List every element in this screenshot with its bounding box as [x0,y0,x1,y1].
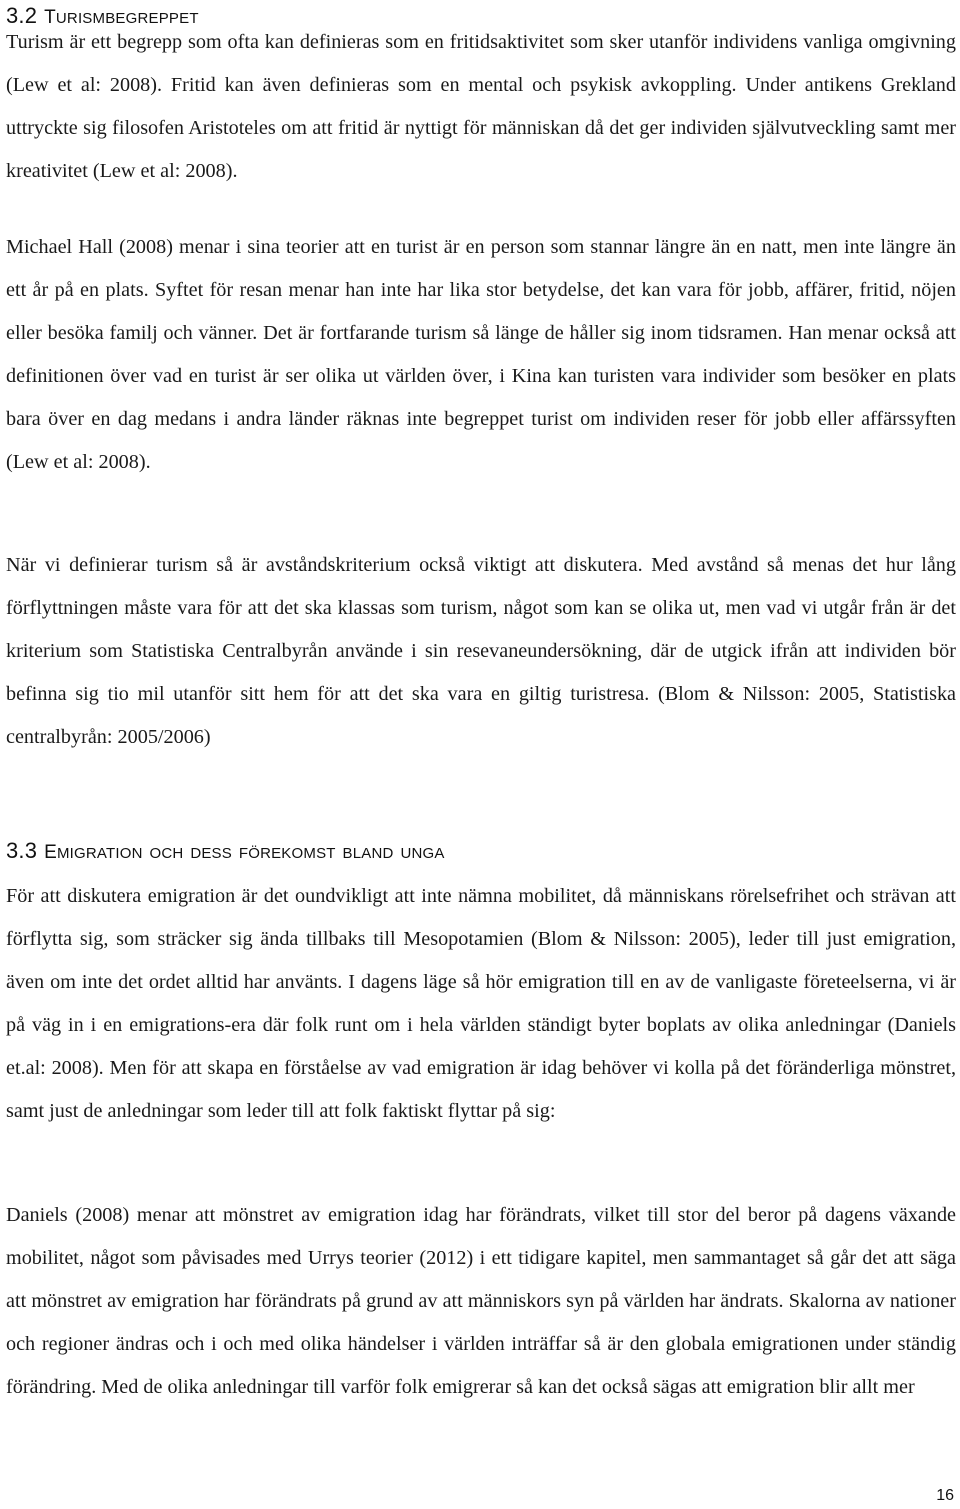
paragraph-turism-definition: Turism är ett begrepp som ofta kan definieras som en fritidsaktivitet som sker utanför individens vanliga omgivning (Lew et al: 2008). Fritid kan även definieras som en mental och psykisk avkoppling. Under antikens Grekland uttryckte sig filosofen Aristoteles om att fritid är nyttigt för människan då det ger individen självutveckling samt mer kreativitet (Lew et al: 2008). [6,31,956,182]
paragraph-daniels-pattern: Daniels (2008) menar att mönstret av emigration idag har förändrats, vilket till stor del beror på dagens växande mobilitet, något som påvisades med Urrys teorier (2012) i ett tidigare kapitel, men sammantaget så går det att säga att mönstret av emigration har förändrats på grund av att människors syn på världen har ändrats. Skalorna av nationer och regioner ändras och i och med olika händelser i världen inträffar så är den globala emigrationen under ständig förändring. Med de olika anledningar till varför folk emigrerar så kan det också sägas att emigration blir allt mer [6,1204,956,1398]
paragraph-michael-hall: Michael Hall (2008) menar i sina teorier att en turist är en person som stannar längre än en natt, men inte längre än ett år på en plats. Syftet för resan menar han inte har lika stor betydelse, det kan vara för jobb, affärer, fritid, nöjen eller besöka familj och vänner. Det är fortfarande turism så länge de håller sig inom tidsramen. Han menar också att definitionen över vad en turist är ser olika ut världen över, i Kina kan turisten vara individer som besöker en plats bara över en dag medans i andra länder räknas inte begreppet turist om individen reser för jobb eller affärssyften (Lew et al: 2008). [6,236,956,473]
section-title-word: UNGA [400,845,445,862]
section-title-word: FÖREKOMST [238,845,336,862]
paragraph-distance-criterion: När vi definierar turism så är avståndskriterium också viktigt att diskutera. Med avstånd så menas det hur lång förflyttningen måste vara för att det ska klassas som turism, något som kan se olika ut, men vad vi utgår från är det kriterium som Statistiska Centralbyrån använde i sin resevaneundersökning, där de utgick ifrån att individen bör befinna sig tio mil utanför sitt hem för att det ska vara en giltig turistresa. (Blom & Nilsson: 2005, Statistiska centralbyrån: 2005/2006) [6,554,956,748]
section-title-initial: T [44,7,56,28]
section-title-word: OCH [149,845,184,862]
section-number: 3.2 [6,3,38,28]
section-title-rest: URISMBEGREPPET [55,10,199,27]
section-title-word-initial: E [44,842,57,863]
paragraph-emigration-mobility: För att diskutera emigration är det oundvikligt att inte nämna mobilitet, då människans rörelsefrihet och strävan att förflytta sig, som sträcker sig ända tillbaks till Mesopotamien (Blom & Nilsson: 2005), leder till just emigration, även om inte det ordet alltid har använts. I dagens läge så hör emigration till en av de vanligaste företeelserna, vi är på väg in i en emigrations-era där folk runt om i hela världen ständigt byter boplats av olika anledningar (Daniels et.al: 2008). Men för att skapa en förståelse av vad emigration är idag behöver vi kolla på det föränderliga mönstret, samt just de anledningar som leder till att folk faktiskt flyttar på sig: [6,885,956,1122]
section-heading-3-3 [6,837,445,865]
section-title-word-rest: MIGRATION [56,845,143,862]
section-title-word: DESS [190,845,232,862]
section-title-word: BLAND [342,845,394,862]
section-number: 3.3 [6,838,38,863]
page-number: 16 [936,1487,954,1504]
